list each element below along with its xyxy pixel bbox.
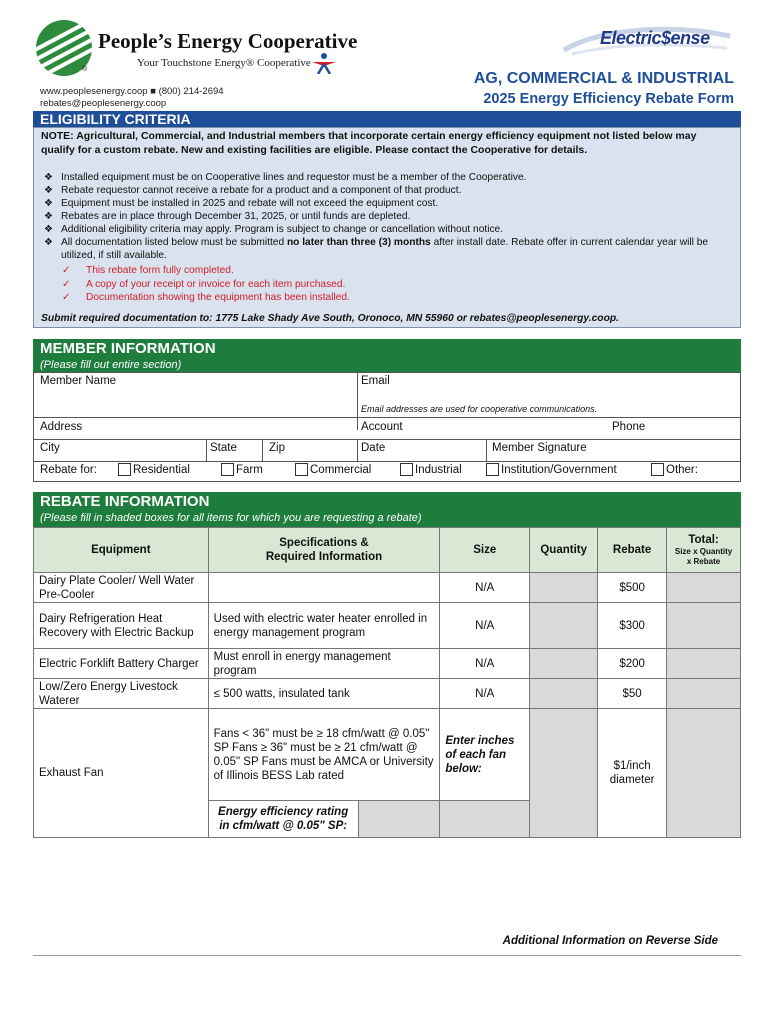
- specs-cell: Fans < 36" must be ≥ 18 cfm/watt @ 0.05" SP Fans ≥ 36" must be ≥ 21 cfm/watt @ 0.05" SP Fans must be AMCA or University of Illinois BESS Lab rated: [208, 709, 440, 801]
- member-info-subheading: (Please fill out entire section): [33, 358, 741, 372]
- checkmark-icon: ✓: [62, 278, 71, 290]
- rebate-amount: $300: [598, 603, 667, 649]
- list-item: ❖ Equipment must be installed in 2025 and rebate will not exceed the equipment cost.: [44, 198, 439, 209]
- total-header: Total: Size x Quantity x Rebate: [667, 528, 741, 573]
- quantity-input[interactable]: [530, 679, 598, 709]
- rebate-email: rebates@peoplesenergy.coop: [40, 98, 167, 109]
- size-cell: N/A: [440, 573, 530, 603]
- equipment-cell: Dairy Plate Cooler/ Well Water Pre-Cooler: [34, 573, 209, 603]
- table-header-row: [34, 528, 741, 573]
- farm-label: Farm: [236, 464, 263, 476]
- quantity-input[interactable]: [530, 603, 598, 649]
- size-cell: N/A: [440, 679, 530, 709]
- farm-checkbox[interactable]: [221, 463, 234, 476]
- checkmark-icon: ✓: [62, 292, 71, 303]
- table-row: [34, 603, 741, 649]
- quantity-input[interactable]: [530, 573, 598, 603]
- email-note: Email addresses are used for cooperative communications.: [361, 404, 598, 414]
- total-input[interactable]: [667, 649, 741, 679]
- phone-field[interactable]: Phone: [612, 421, 646, 433]
- website-phone: www.peoplesenergy.coop ■ (800) 214-2694: [40, 86, 224, 97]
- quantity-input[interactable]: [530, 649, 598, 679]
- eligibility-note: NOTE: Agricultural, Commercial, and Industrial members that incorporate certain energy efficiency equipment not listed below may qualify for a custom rebate. New and existing facilities are eligible. Please contact the Cooperative for details.: [41, 130, 697, 156]
- rebate-for-label: Rebate for:: [40, 464, 97, 476]
- table-row: [34, 709, 741, 801]
- total-input[interactable]: [667, 573, 741, 603]
- commercial-label: Commercial: [310, 464, 372, 476]
- zip-field[interactable]: Zip: [269, 442, 285, 454]
- total-input[interactable]: [667, 603, 741, 649]
- member-info-heading: MEMBER INFORMATION: [33, 339, 741, 358]
- member-info-grid: [33, 372, 741, 482]
- institution-government-checkbox[interactable]: [486, 463, 499, 476]
- eligibility-panel: [33, 127, 741, 328]
- bullet-diamond-icon: ❖: [44, 224, 53, 235]
- size-cell: N/A: [440, 603, 530, 649]
- other-checkbox[interactable]: [651, 463, 664, 476]
- list-item: ✓ This rebate form fully completed.: [62, 265, 234, 276]
- quantity-input[interactable]: [530, 709, 598, 838]
- quantity-header: Quantity: [530, 528, 598, 573]
- fan-rating-input[interactable]: [359, 801, 440, 837]
- list-item: ✓ Documentation showing the equipment has been installed.: [62, 292, 350, 303]
- specs-cell: Must enroll in energy management program: [208, 649, 440, 679]
- bullet-diamond-icon: ❖: [44, 185, 53, 196]
- eligibility-bullets: [44, 171, 734, 262]
- cooperative-tagline: Your Touchstone Energy® Cooperative: [137, 57, 311, 69]
- account-field[interactable]: Account: [361, 421, 403, 433]
- rebate-header: Rebate: [598, 528, 667, 573]
- list-item: ✓ A copy of your receipt or invoice for each item purchased.: [62, 278, 346, 290]
- touchstone-figure-icon: [308, 52, 340, 74]
- industrial-checkbox[interactable]: [400, 463, 413, 476]
- eligibility-heading: ELIGIBILITY CRITERIA: [33, 111, 741, 127]
- specs-cell: Used with electric water heater enrolled in energy management program: [208, 603, 440, 649]
- email-field[interactable]: Email: [361, 375, 390, 387]
- date-field[interactable]: Date: [361, 442, 386, 454]
- documentation-checklist: [62, 264, 350, 305]
- equipment-cell: Low/Zero Energy Livestock Waterer: [34, 679, 209, 709]
- fan-rating-cell: [208, 801, 440, 838]
- specs-cell: ≤ 500 watts, insulated tank: [208, 679, 440, 709]
- cooperative-name: People’s Energy Cooperative: [98, 29, 358, 53]
- electricsense-logo: Electric$ense: [600, 28, 710, 48]
- specs-header: Specifications & Required Information: [208, 528, 440, 573]
- size-cell: N/A: [440, 649, 530, 679]
- footer-divider: [33, 955, 741, 956]
- rebate-amount: $500: [598, 573, 667, 603]
- fan-rating-label: Energy efficiency rating in cfm/watt @ 0.05" SP:: [209, 801, 359, 837]
- state-field[interactable]: State: [210, 442, 237, 454]
- commercial-checkbox[interactable]: [295, 463, 308, 476]
- bullet-diamond-icon: ❖: [44, 211, 53, 222]
- list-item: ❖ Rebates are in place through December 31, 2025, or until funds are depleted.: [44, 211, 411, 222]
- list-item: ❖ All documentation listed below must be submitted no later than three (3) months after install date. Rebate offer in current calendar year will be utilized, if still available.: [44, 237, 709, 261]
- signature-field[interactable]: Member Signature: [492, 442, 587, 454]
- equipment-cell: Dairy Refrigeration Heat Recovery with Electric Backup: [34, 603, 209, 649]
- specs-cell: [208, 573, 440, 603]
- rebate-amount: $1/inch diameter: [598, 709, 667, 838]
- list-item: ❖ Additional eligibility criteria may apply. Program is subject to change or cancellation without notice.: [44, 224, 504, 235]
- total-input[interactable]: [667, 709, 741, 838]
- equipment-cell: Exhaust Fan: [34, 709, 209, 838]
- bullet-diamond-icon: ❖: [44, 198, 53, 209]
- form-category-title: AG, COMMERCIAL & INDUSTRIAL: [473, 70, 734, 87]
- total-input[interactable]: [667, 679, 741, 709]
- fan-size-input[interactable]: [440, 801, 530, 838]
- submit-instructions: Submit required documentation to: 1775 Lake Shady Ave South, Oronoco, MN 55960 or rebates@peoplesenergy.coop.: [41, 313, 620, 324]
- bullet-diamond-icon: ❖: [44, 172, 53, 183]
- table-row: [34, 573, 741, 603]
- table-row: [34, 649, 741, 679]
- rebate-info-subheading: (Please fill in shaded boxes for all items for which you are requesting a rebate): [33, 511, 741, 527]
- table-row: [34, 679, 741, 709]
- checkmark-icon: ✓: [62, 265, 71, 276]
- residential-checkbox[interactable]: [118, 463, 131, 476]
- city-field[interactable]: City: [40, 442, 60, 454]
- address-field[interactable]: Address: [40, 421, 83, 433]
- other-label: Other:: [666, 464, 698, 476]
- size-header: Size: [440, 528, 530, 573]
- form-title: 2025 Energy Efficiency Rebate Form: [483, 91, 734, 107]
- rebate-amount: $50: [598, 679, 667, 709]
- residential-label: Residential: [133, 464, 190, 476]
- member-name-field[interactable]: Member Name: [40, 375, 117, 387]
- industrial-label: Industrial: [415, 464, 462, 476]
- equipment-cell: Electric Forklift Battery Charger: [34, 649, 209, 679]
- contact-info: [40, 86, 224, 110]
- rebate-info-heading: REBATE INFORMATION: [33, 492, 741, 511]
- bullet-diamond-icon: ❖: [44, 237, 53, 248]
- rebate-table: [33, 527, 741, 838]
- registered-mark: ®: [82, 66, 88, 73]
- institution-government-label: Institution/Government: [501, 464, 617, 476]
- reverse-side-note: Additional Information on Reverse Side: [502, 935, 718, 947]
- rebate-amount: $200: [598, 649, 667, 679]
- fan-size-note: Enter inches of each fan below:: [440, 709, 530, 801]
- list-item: ❖ Rebate requestor cannot receive a rebate for a product and a component of that product.: [44, 185, 462, 196]
- list-item: ❖ Installed equipment must be on Cooperative lines and requestor must be a member of the Cooperative.: [44, 172, 527, 183]
- equipment-header: Equipment: [34, 528, 209, 573]
